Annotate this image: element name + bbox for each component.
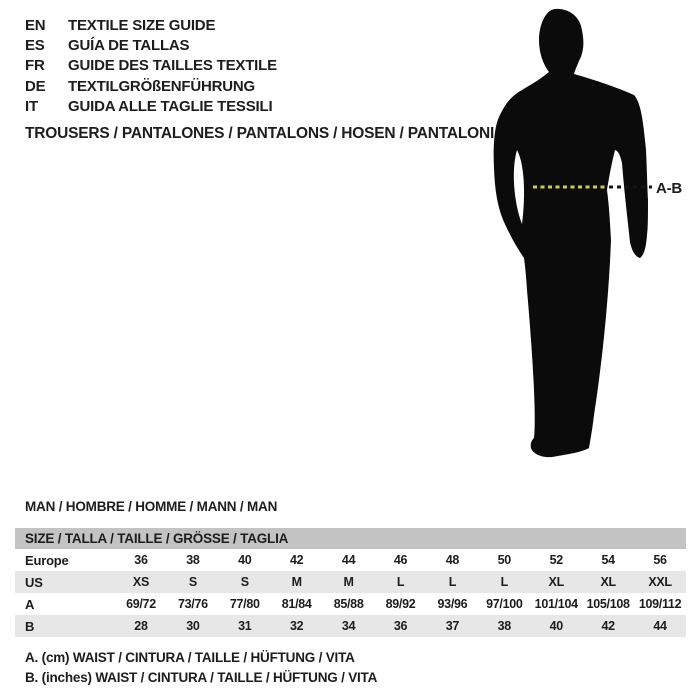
note-b: B. (inches) WAIST / CINTURA / TAILLE / HÜFTUNG / VITA: [25, 669, 378, 685]
language-label: GUÍA DE TALLAS: [68, 36, 190, 54]
size-cell: 37: [445, 619, 460, 633]
size-cell: 32: [290, 619, 304, 633]
size-cell: 31: [238, 619, 252, 633]
size-cell: 97/100: [486, 597, 523, 611]
size-cell: 109/112: [638, 597, 682, 611]
gender-title: MAN / HOMBRE / HOMME / MANN / MAN: [25, 499, 278, 514]
table-row-a-cm: [15, 593, 686, 615]
table-row-b-inches: [15, 615, 686, 637]
table-row-europe: [15, 549, 686, 571]
size-cell: 44: [341, 553, 356, 567]
measurement-label: A-B: [656, 180, 683, 197]
size-cell: 52: [549, 553, 563, 567]
size-cell: L: [500, 575, 508, 589]
language-label: GUIDE DES TAILLES TEXTILE: [68, 57, 277, 75]
language-code: EN: [25, 16, 46, 34]
size-table: [15, 528, 686, 637]
size-cell: 73/76: [177, 597, 208, 611]
size-cell: 46: [393, 553, 408, 567]
size-cell: XS: [132, 575, 149, 589]
size-cell: 81/84: [281, 597, 312, 611]
size-cell: 50: [497, 553, 511, 567]
size-cell: 101/104: [534, 597, 578, 611]
table-row-us: [15, 571, 686, 593]
language-row-es: [25, 35, 277, 55]
size-cell: 44: [653, 619, 667, 633]
size-cell: 42: [290, 553, 304, 567]
language-label: GUIDA ALLE TAGLIE TESSILI: [68, 97, 273, 115]
language-code: ES: [25, 36, 45, 54]
size-cell: L: [396, 575, 405, 589]
category-title: TROUSERS / PANTALONES / PANTALONS / HOSEN / PANTALONI: [25, 125, 495, 142]
row-label: A: [25, 596, 35, 612]
size-cell: 93/96: [437, 597, 468, 611]
size-cell: 54: [601, 553, 615, 567]
size-cell: XL: [600, 575, 616, 589]
size-cell: 38: [497, 619, 511, 633]
size-cell: L: [448, 575, 457, 589]
size-table-header: SIZE / TALLA / TAILLE / GRÖSSE / TAGLIA: [15, 528, 686, 549]
size-cell: 56: [653, 553, 667, 567]
size-cell: 77/80: [229, 597, 260, 611]
size-cell: S: [240, 575, 249, 589]
size-cell: M: [343, 575, 354, 589]
language-label: TEXTILGRÖßENFÜHRUNG: [68, 77, 256, 95]
size-cell: 48: [445, 553, 460, 567]
size-cell: 34: [341, 619, 356, 633]
size-cell: 40: [549, 619, 563, 633]
size-cell: 85/88: [333, 597, 364, 611]
size-cell: 42: [601, 619, 615, 633]
language-code: FR: [25, 57, 45, 75]
row-label: B: [25, 618, 35, 634]
size-cell: 36: [393, 619, 408, 633]
note-a: A. (cm) WAIST / CINTURA / TAILLE / HÜFTUNG / VITA: [25, 650, 355, 665]
size-cell: 28: [134, 619, 148, 633]
size-cell: 38: [186, 553, 200, 567]
size-cell: S: [188, 575, 197, 589]
size-cell: XL: [548, 575, 564, 589]
size-cell: 30: [186, 619, 200, 633]
measurement-notes: [25, 648, 377, 687]
size-cell: 105/108: [586, 597, 630, 611]
language-code: IT: [25, 97, 38, 115]
language-label: TEXTILE SIZE GUIDE: [68, 16, 216, 34]
row-label: US: [25, 574, 43, 590]
language-code: DE: [25, 77, 46, 95]
size-cell: M: [291, 575, 302, 589]
size-cell: 89/92: [385, 597, 416, 611]
row-label: Europe: [25, 552, 69, 568]
man-silhouette: [494, 9, 648, 457]
language-row-it: [25, 96, 277, 116]
size-cell: 36: [134, 553, 148, 567]
language-row-en: [25, 15, 277, 35]
size-cell: 40: [238, 553, 252, 567]
language-row-fr: [25, 56, 277, 76]
language-list: [25, 15, 277, 116]
size-cell: XXL: [648, 575, 672, 589]
size-cell: 69/72: [126, 597, 156, 611]
language-row-de: [25, 76, 277, 96]
